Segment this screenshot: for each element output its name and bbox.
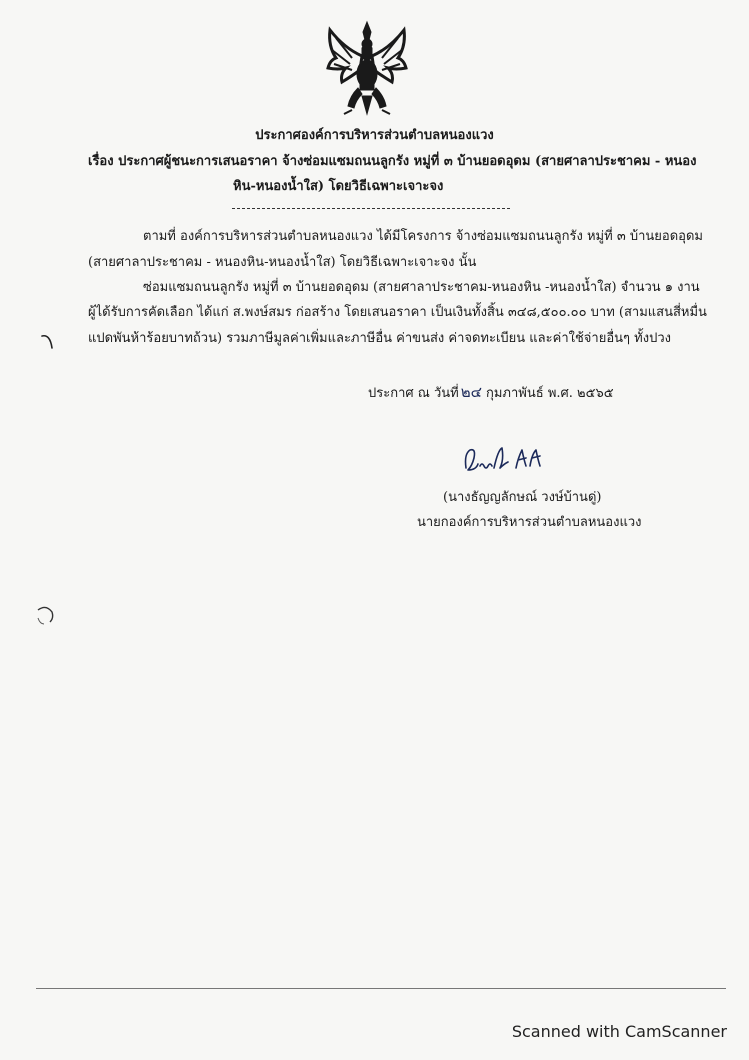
margin-mark-icon <box>40 332 56 352</box>
body-line-4: ผู้ได้รับการคัดเลือก ได้แก่ ส.พงษ์สมร ก่อสร้าง โดยเสนอราคา เป็นเงินทั้งสิ้น ๓๔๘,๕๐๐.๐๐ บาท (สามแสนสี่หมื่น <box>88 305 707 320</box>
signature-icon <box>460 440 550 480</box>
body-line-5: แปดพันห้าร้อยบาทถ้วน) รวมภาษีมูลค่าเพิ่มและภาษีอื่น ค่าขนส่ง ค่าจดทะเบียน และค่าใช้จ่ายอื่นๆ ทั้งปวง <box>88 331 671 346</box>
document-title: ประกาศองค์การบริหารส่วนตำบลหนองแวง <box>255 128 494 143</box>
garuda-emblem-icon <box>322 18 412 118</box>
announce-day: ๒๔ <box>460 383 482 401</box>
body-line-2: (สายศาลาประชาคม - หนองหิน-หนองน้ำใส) โดยวิธีเฉพาะเจาะจง นั้น <box>88 255 477 270</box>
announce-prefix: ประกาศ ณ วันที่ <box>368 386 459 401</box>
title-divider <box>232 208 510 209</box>
announcement-date <box>368 383 614 403</box>
subject-line-1: เรื่อง ประกาศผู้ชนะการเสนอราคา จ้างซ่อมแซมถนนลูกรัง หมู่ที่ ๓ บ้านยอดอุดม (สายศาลาประชาคม - หนอง <box>88 154 697 169</box>
signer-title: นายกองค์การบริหารส่วนตำบลหนองแวง <box>417 515 642 530</box>
subject-line-2: หิน-หนองน้ำใส) โดยวิธีเฉพาะเจาะจง <box>233 179 444 194</box>
scanner-watermark: Scanned with CamScanner <box>511 1022 727 1041</box>
signer-name: (นางธัญญลักษณ์ วงษ์บ้านดู่) <box>443 490 602 505</box>
footer-divider <box>36 988 726 989</box>
punch-hole-icon <box>34 604 56 626</box>
body-line-3: ซ่อมแซมถนนลูกรัง หมู่ที่ ๓ บ้านยอดอุดม (สายศาลาประชาคม-หนองหิน -หนองน้ำใส) จำนวน ๑ งาน <box>143 280 700 295</box>
body-line-1: ตามที่ องค์การบริหารส่วนตำบลหนองแวง ได้มีโครงการ จ้างซ่อมแซมถนนลูกรัง หมู่ที่ ๓ บ้านยอดอุดม <box>143 229 703 244</box>
announce-suffix: กุมภาพันธ์ พ.ศ. ๒๕๖๕ <box>485 386 614 401</box>
